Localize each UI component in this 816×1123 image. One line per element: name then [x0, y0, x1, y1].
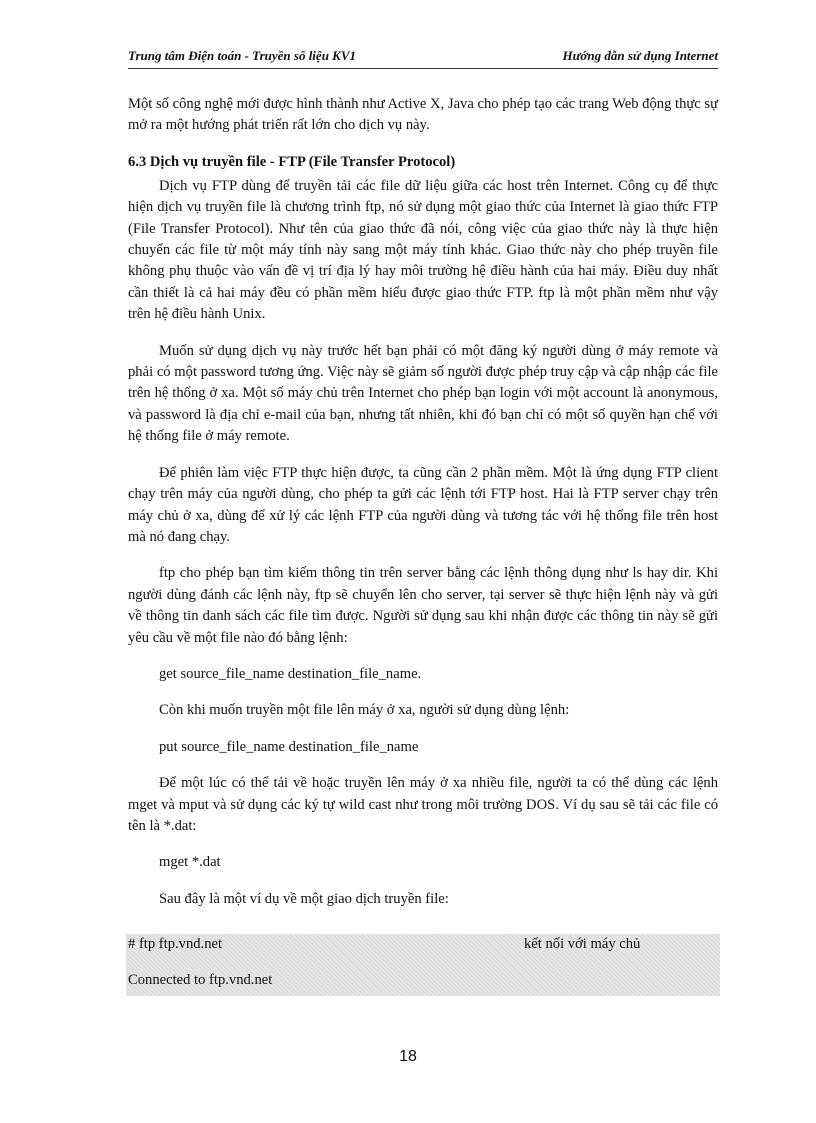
command-mget: mget *.dat [159, 854, 221, 871]
paragraph-commands: ftp cho phép bạn tìm kiếm thông tin trên server bằng các lệnh thông dụng như ls hay dir. Khi người dùng đánh các lệnh này, ftp sẽ chuyển lên cho server, tại server sẽ thực hiện lệnh này và gửi về thông tin danh sách các file tìm được. Người sử dụng sau khi nhận được các thông tin này sẽ gửi yêu cầu về một file nào đó bằng lệnh: [128, 565, 718, 646]
paragraph-example-intro: Sau đây là một ví dụ về một giao dịch truyền file: [159, 890, 449, 907]
header-left-text: Trung tâm Điện toán - Truyền số liệu KV1 [128, 48, 357, 63]
command-get: get source_file_name destination_file_name. [159, 665, 422, 682]
section-title: 6.3 Dịch vụ truyền file - FTP (File Transfer Protocol) [128, 153, 456, 170]
paragraph-put-intro: Còn khi muốn truyền một file lên máy ở xa, người sử dụng dùng lệnh: [159, 702, 570, 719]
page-content [128, 94, 718, 910]
page-number: 18 [399, 1048, 417, 1065]
intro-paragraph: Một số công nghệ mới được hình thành như Active X, Java cho phép tạo các trang Web động thực sự mở ra một hướng phát triển rất lớn cho dịch vụ này. [128, 96, 718, 134]
example-code-box [126, 934, 720, 996]
paragraph-account: Muốn sử dụng dịch vụ này trước hết bạn phải có một đăng ký người dùng ở máy remote và phải có một password tương ứng. Việc này sẽ giảm số người được phép truy cập và cập nhập các file trên hệ thống ở xa. Một số máy chủ trên Internet cho phép bạn login với một account là anonymous, và password là địa chỉ e-mail của bạn, nhưng tất nhiên, khi đó bạn chỉ có một số quyền hạn chế với hệ thống file ở máy remote. [128, 342, 718, 445]
code-line-1-comment: kết nối với máy chủ [524, 936, 641, 952]
code-line-2: Connected to ftp.vnd.net [128, 972, 273, 988]
code-line-1: # ftp ftp.vnd.net [128, 936, 223, 952]
header-right-text: Hướng dẫn sử dụng Internet [562, 48, 718, 63]
paragraph-client-server: Để phiên làm việc FTP thực hiện được, ta cũng cần 2 phần mềm. Một là ứng dụng FTP client chạy trên máy của người dùng, cho phép ta gửi các lệnh tới FTP host. Hai là FTP server chạy trên máy chủ ở xa, dùng để xử lý các lệnh FTP của người dùng và tương tác với hệ thống file trên host mà nó đang chạy. [128, 464, 718, 545]
header-divider [128, 68, 718, 69]
page-header [128, 48, 718, 68]
command-put: put source_file_name destination_file_name [159, 738, 419, 755]
paragraph-ftp-intro: Dịch vụ FTP dùng để truyền tải các file dữ liệu giữa các host trên Internet. Công cụ để thực hiện dịch vụ truyền file là chương trình ftp, nó sử dụng một giao thức của Internet là giao thức FTP (File Transfer Protocol). Như tên của giao thức đã nói, công việc của giao thức này là thực hiện chuyển các file từ một máy tính này sang một máy tính khác. Giao thức này cho phép truyền file không phụ thuộc vào vấn đề vị trí địa lý hay môi trường hệ điều hành của hai máy. Điều duy nhất cần thiết là cả hai máy đều có phần mềm hiểu được giao thức FTP. ftp là một phần mềm như vậy trên hệ điều hành Unix. [128, 177, 718, 323]
paragraph-mget: Để một lúc có thể tải về hoặc truyền lên máy ở xa nhiều file, người ta có thể dùng các lệnh mget và mput và sử dụng các ký tự wild cast như trong môi trường DOS. Ví dụ sau sẽ tải các file có tên là *.dat: [128, 775, 718, 834]
